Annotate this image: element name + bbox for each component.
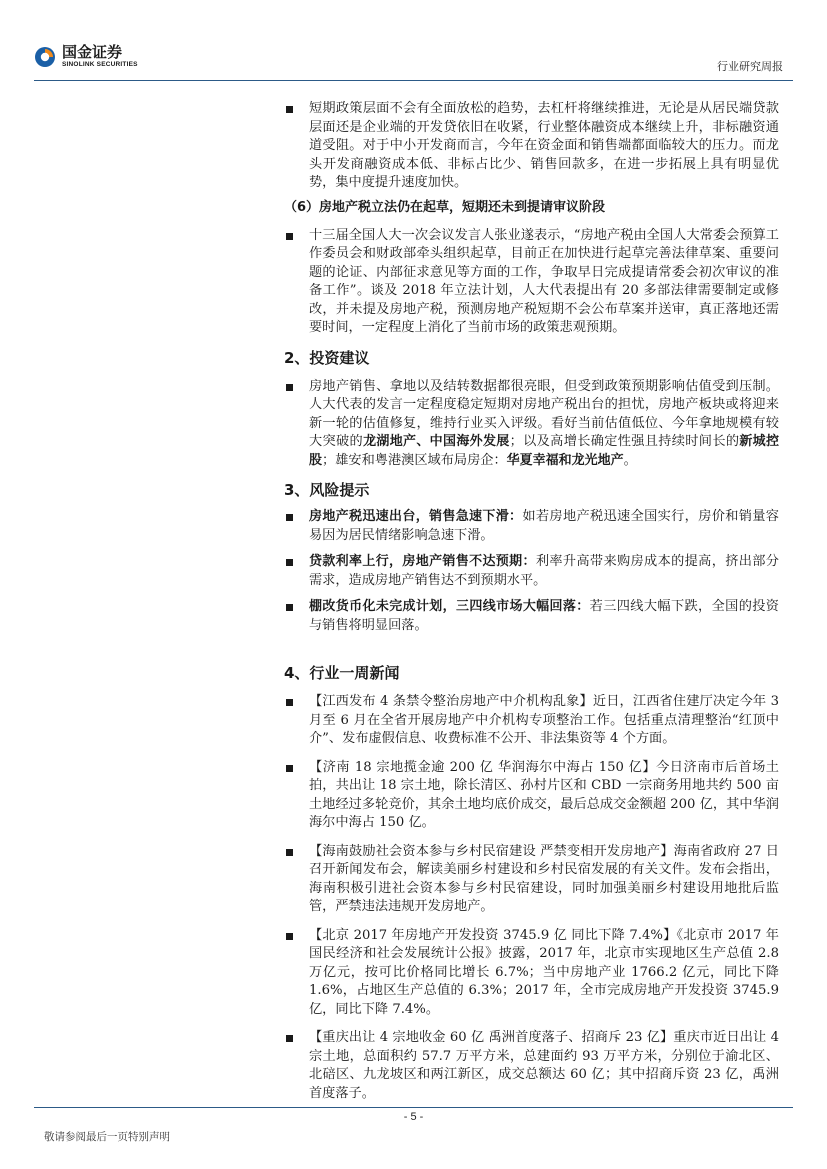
investment-heading: 2、投资建议 bbox=[284, 348, 370, 367]
risk-item: 房地产税迅速出台，销售急速下滑：如若房地产税迅速全国实行，房价和销量容易因为居民情绪影响急速下滑。 bbox=[309, 508, 779, 545]
investment-paragraph: 房地产销售、拿地以及结转数据都很亮眼，但受到政策预期影响估值受到压制。人大代表的发言一定程度稳定短期对房地产税出台的担忧，房地产板块或将迎来新一轮的估值修复，维持行业买入评级。看好当前估值低位、今年拿地规模有较大突破的龙湖地产、中国海外发展；以及高增长确定性强且持续时间长的新城控股；雄安和粤港澳区域布局房企：华夏幸福和龙光地产。 bbox=[309, 378, 779, 471]
page-header bbox=[0, 0, 827, 84]
tax-subheading: （6）房地产税立法仍在起草，短期还未到提请审议阶段 bbox=[284, 199, 606, 215]
news-heading: 4、行业一周新闻 bbox=[284, 664, 400, 682]
page-number: - 5 - bbox=[403, 1111, 424, 1123]
report-type-label: 行业研究周报 bbox=[717, 60, 783, 73]
footer-divider bbox=[34, 1107, 793, 1108]
news-item: 【北京 2017 年房地产开发投资 3745.9 亿 同比下降 7.4%】《北京市 2017 年国民经济和社会发展统计公报》披露，2017 年，北京市实现地区生产总值 2.8 万亿元，按可比价格同比增长 6.7%；当中房地产业 1766.2 亿元，同比下降 1.6%，占地区生产总值的 6.3%；2017 年，全市完成房地产开发投资 3745.9 亿，同比下降 7.4%。 bbox=[309, 927, 779, 1020]
investment-pick-2: 新城控股 bbox=[309, 434, 779, 468]
news-item: 【济南 18 宗地揽金逾 200 亿 华润海尔中海占 150 亿】今日济南市后首场土拍，共出让 18 宗土地，除长清区、孙村片区和 CBD 一宗商务用地共约 500 亩土地经过多轮竞价，其余土地均底价成交，最后总成交金额超 200 亿，其中华润海尔中海占 150 亿。 bbox=[309, 759, 779, 833]
investment-pick-1: 龙湖地产、中国海外发展 bbox=[363, 434, 510, 449]
disclaimer-note: 敬请参阅最后一页特别声明 bbox=[44, 1131, 170, 1143]
risk-heading: 3、风险提示 bbox=[284, 481, 370, 499]
risk-item: 贷款利率上行，房地产销售不达预期：利率升高带来购房成本的提高，挤出部分需求，造成房地产销售达不到预期水平。 bbox=[309, 553, 779, 590]
investment-pick-3: 华夏幸福和龙光地产 bbox=[506, 452, 624, 468]
header-divider bbox=[34, 80, 793, 81]
logo-chinese-name: 国金证券 bbox=[62, 43, 123, 61]
news-item: 【江西发布 4 条禁令整治房地产中介机构乱象】近日，江西省住建厅决定今年 3 月至 6 月在全省开展房地产中介机构专项整治工作。包括重点清理整治“红顶中介”、发布虚假信息、收费标准不公开、非法集资等 4 个方面。 bbox=[309, 693, 779, 749]
page-body bbox=[0, 94, 827, 1103]
risk-item: 棚改货币化未完成计划，三四线市场大幅回落：若三四线大幅下跌，全国的投资与销售将明显回落。 bbox=[309, 598, 779, 635]
sinolink-logo-icon bbox=[34, 46, 56, 68]
logo-english-name: SINOLINK SECURITIES bbox=[62, 61, 138, 68]
company-logo bbox=[34, 45, 138, 69]
news-item: 【重庆出让 4 宗地收金 60 亿 禹洲首度落子、招商斥 23 亿】重庆市近日出让 4 宗土地，总面积约 57.7 万平方米，总建面约 93 万平方米，分别位于渝北区、北碚区、九龙坡区和两江新区，成交总额达 60 亿；其中招商斥资 23 亿，禹洲首度落子。 bbox=[309, 1029, 779, 1103]
financing-paragraph: 短期政策层面不会有全面放松的趋势，去杠杆将继续推进，无论是从居民端贷款层面还是企业端的开发贷依旧在收紧，行业整体融资成本继续上升，非标融资通道受阻。对于中小开发商而言，今年在资金面和销售端都面临较大的压力。而龙头开发商融资成本低、非标占比少、销售回款多，在进一步拓展上具有明显优势，集中度提升速度加快。 bbox=[309, 100, 779, 193]
tax-paragraph: 十三届全国人大一次会议发言人张业遂表示，“房地产税由全国人大常委会预算工作委员会和财政部牵头组织起草，目前正在加快进行起草完善法律草案、重要问题的论证、内部征求意见等方面的工作，争取早日完成提请常委会初次审议的准备工作”。谈及 2018 年立法计划，人大代表提出有 20 多部法律需要制定或修改，并未提及房地产税，预测房地产税短期不会公布草案并送审，真正落地还需要时间，一定程度上消化了当前市场的政策悲观预期。 bbox=[309, 227, 779, 338]
news-item: 【海南鼓励社会资本参与乡村民宿建设 严禁变相开发房地产】海南省政府 27 日召开新闻发布会，解读美丽乡村建设和乡村民宿发展的有关文件。发布会指出，海南积极引进社会资本参与乡村民宿建设，同时加强美丽乡村建设用地批后监管，严禁违法违规开发房地产。 bbox=[309, 843, 779, 917]
